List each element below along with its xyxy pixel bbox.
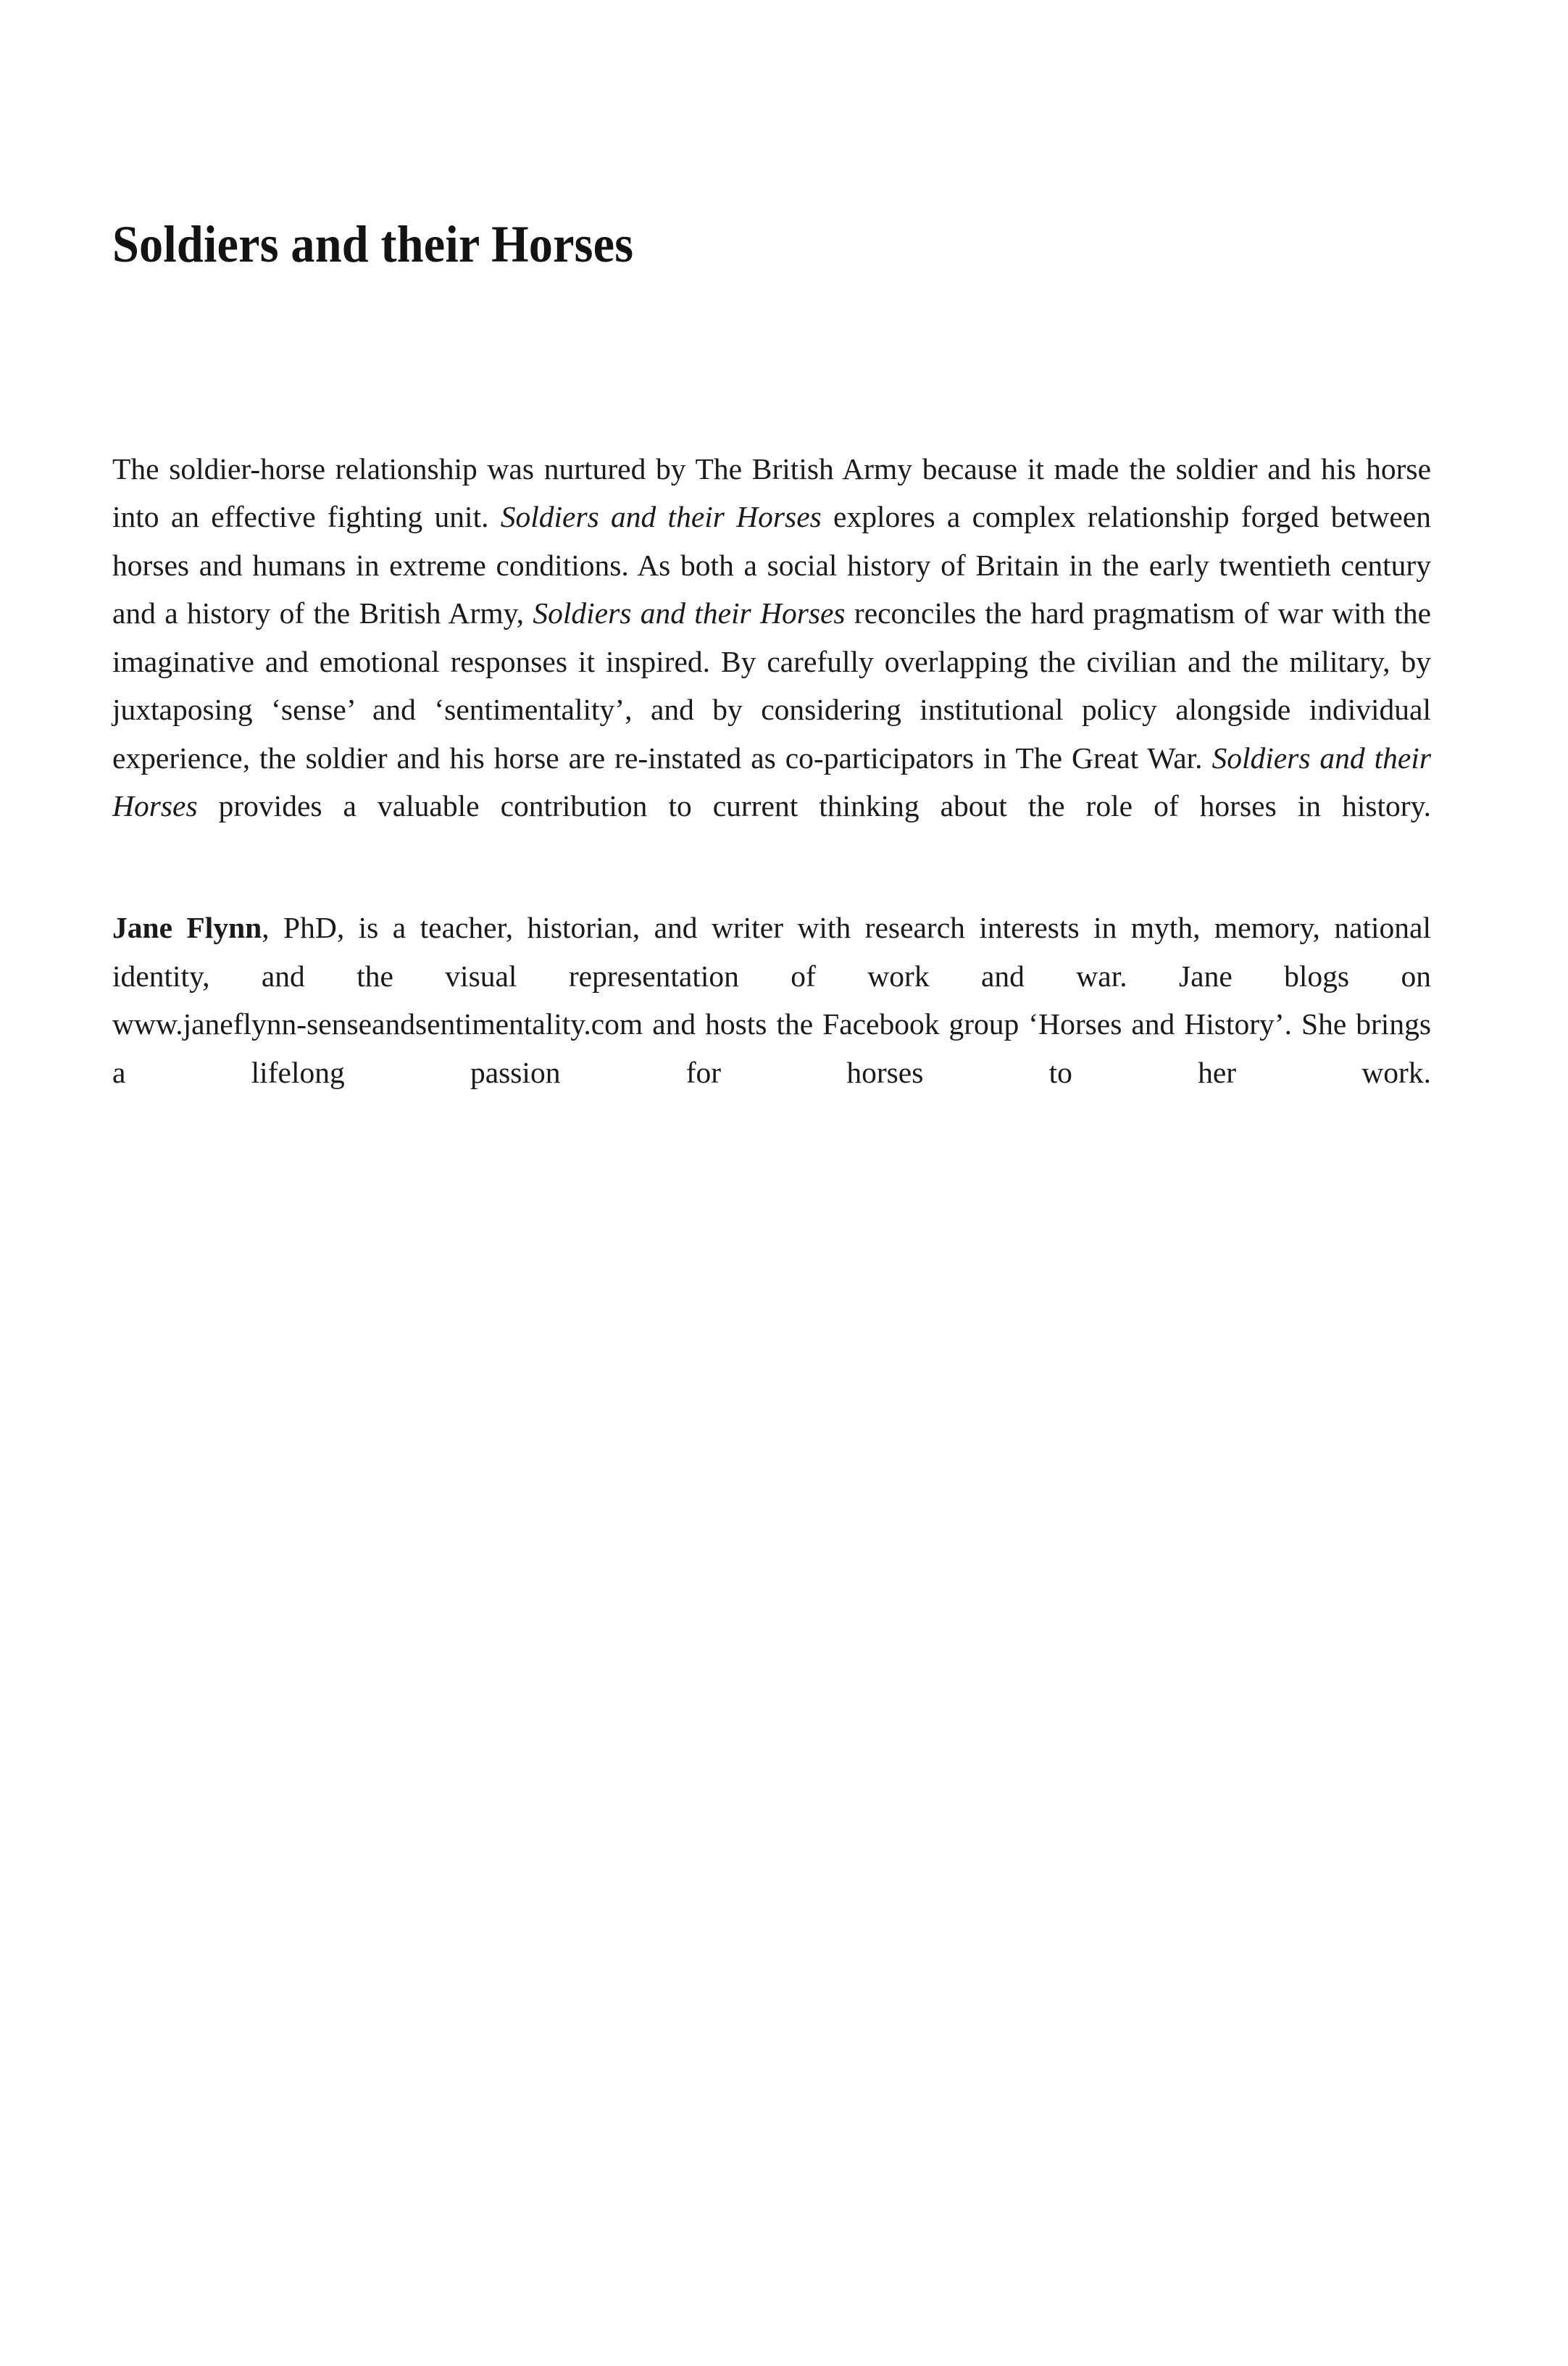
blurb-work-title-3: Soldiers and their Horses [112,741,1431,823]
blurb-segment-text-4: provides a valuable contribution to current thinking about the role of horses in history. [197,789,1431,823]
page-content [112,0,1431,1145]
blurb-segment-text-1: The soldier-horse relationship was nurtured by The British Army because it made the soldier and his horse into an effective fighting unit. [112,451,1431,534]
author-website: www.janeflynn-senseandsentimentality.com [112,1007,643,1041]
blurb-segment-text-3: reconciles the hard pragmatism of war with the imaginative and emotional responses it inspired. By carefully overlapping the civilian and the military, by juxtaposing ‘sense’ and ‘sentimentality’, and by considering institutional policy alongside individual experience, the soldier and his horse are re-instated as co-participators in The Great War. [112,596,1431,775]
page-title: Soldiers and their Horses [112,215,634,273]
bio-text-before-website: , PhD, is a teacher, historian, and writer with research interests in myth, memory, national identity, and the visual representation of work and war. Jane blogs on [112,911,1431,993]
bio-text-after-website: and hosts the Facebook group ‘Horses and History’. She brings a lifelong passion for horses to her work. [112,1007,1431,1089]
blurb-segment-text-2: explores a complex relationship forged between horses and humans in extreme conditions. As both a social history of Britain in the early twentieth century and a history of the British Army, [112,500,1431,630]
blurb-work-title-1: Soldiers and their Horses [500,500,822,534]
author-name: Jane Flynn [112,911,262,945]
author-bio-paragraph [112,878,1431,1145]
book-blurb-paragraph [112,272,1431,879]
blurb-work-title-2: Soldiers and their Horses [533,596,846,630]
